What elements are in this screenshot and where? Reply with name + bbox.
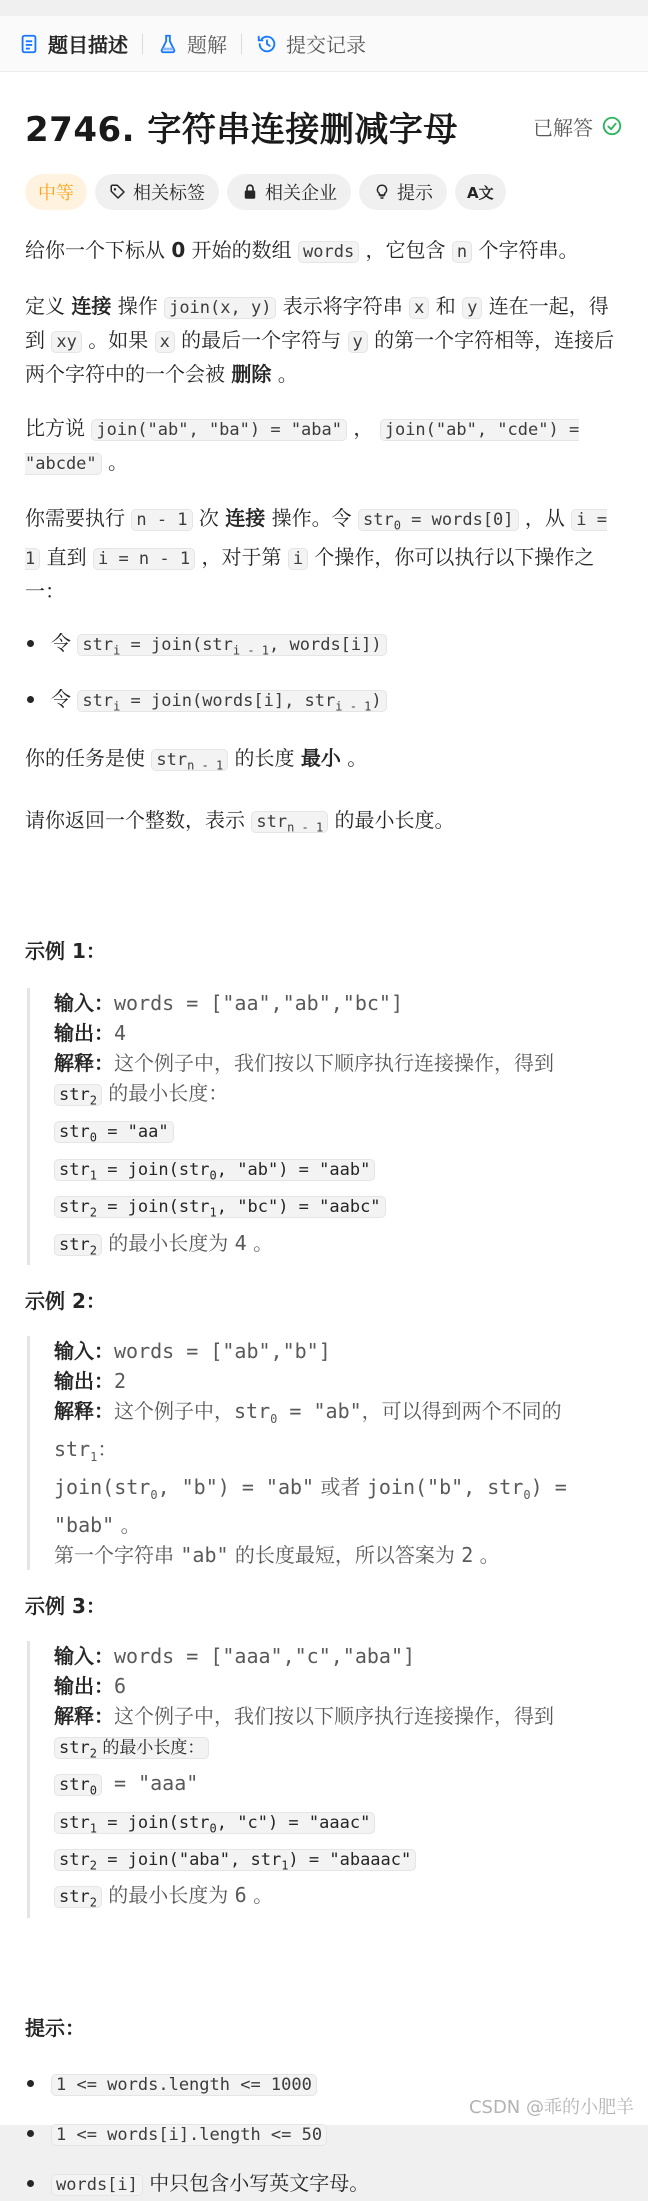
text: 给你一个下标从 xyxy=(25,238,172,262)
input-value: words = ["aaa","c","aba"] xyxy=(114,1643,416,1668)
hint-button[interactable] xyxy=(359,174,447,210)
bold-text: 连接 xyxy=(225,506,266,530)
bold-text: 0 xyxy=(171,238,186,262)
text: 操作。令 xyxy=(265,506,358,530)
inline-code: n xyxy=(452,241,472,263)
code-part: = join(words[i], str xyxy=(120,690,336,711)
inline-code xyxy=(54,1234,102,1256)
inline-code xyxy=(54,1812,375,1834)
subscript: 2 xyxy=(89,1895,97,1910)
desc-paragraph-1 xyxy=(25,234,623,268)
output-label: 输出： xyxy=(54,1368,114,1393)
example-line xyxy=(54,1434,623,1472)
code-part: str xyxy=(82,635,114,656)
code-part: , "bc") = "aabc" xyxy=(216,1197,381,1218)
subscript: 0 xyxy=(89,1783,97,1798)
value: 6 xyxy=(234,1883,247,1908)
text: 的最小长度： xyxy=(96,1737,205,1758)
code-part: "ab" xyxy=(180,1542,229,1567)
desc-paragraph-5 xyxy=(25,742,623,781)
difficulty-badge[interactable]: 中等 xyxy=(25,174,87,210)
text: 。 xyxy=(246,1883,274,1908)
inline-code xyxy=(54,1196,386,1218)
text: 的长度最短，所以答案为 xyxy=(228,1542,462,1567)
subscript: 2 xyxy=(89,1205,97,1220)
hint-label: 提示 xyxy=(397,183,433,204)
subscript: i - 1 xyxy=(232,643,270,658)
example-line xyxy=(54,1671,623,1701)
lightbulb-icon xyxy=(373,183,391,201)
text: 的最后一个字符与 xyxy=(174,328,348,352)
subscript: n - 1 xyxy=(287,819,324,834)
value: 2 xyxy=(461,1542,474,1567)
inline-code: i = 1 xyxy=(25,510,607,570)
code-part: str xyxy=(59,1197,90,1218)
subscript: n - 1 xyxy=(187,758,224,773)
example-line xyxy=(54,1540,623,1570)
example-2-title: 示例 2： xyxy=(25,1288,106,1313)
desc-paragraph-3 xyxy=(25,412,623,480)
text: 定义 xyxy=(25,294,72,318)
text: 请你返回一个整数，表示 xyxy=(25,807,252,832)
output-value: 6 xyxy=(114,1673,127,1698)
subscript: 1 xyxy=(89,1821,97,1836)
subscript: 0 xyxy=(523,1487,531,1502)
tab-solutions-label: 题解 xyxy=(187,33,227,57)
inline-code: x xyxy=(155,331,175,353)
inline-code xyxy=(358,509,519,531)
description-icon xyxy=(18,33,40,55)
text: 你的任务是使 xyxy=(25,746,152,771)
text: ， xyxy=(347,416,380,440)
code-part: str xyxy=(59,1084,90,1105)
related-companies-label: 相关企业 xyxy=(265,183,337,204)
example-line xyxy=(54,1078,623,1115)
example-line xyxy=(54,1880,623,1917)
example-line xyxy=(54,1228,623,1265)
output-label: 输出： xyxy=(54,1020,114,1045)
text: 开始的数组 xyxy=(185,238,298,262)
inline-code: join("ab", "cde") = "abcde" xyxy=(25,420,580,474)
text: 连在一起，得到 xyxy=(25,294,609,352)
text: 的最小长度。 xyxy=(328,807,455,832)
text: 直到 xyxy=(40,545,93,570)
desc-paragraph-6 xyxy=(25,804,623,843)
input-value: words = ["aa","ab","bc"] xyxy=(114,990,403,1015)
code-part: str xyxy=(59,1737,90,1758)
text: ，从 xyxy=(518,506,572,530)
problem-title[interactable]: 2746. 字符串连接删减字母 xyxy=(25,109,458,150)
explain-text: 这个例子中， xyxy=(114,1398,234,1423)
example-2-block xyxy=(27,1336,623,1570)
code-part: = "ab" xyxy=(277,1398,362,1423)
text: 次 xyxy=(192,506,226,530)
text: 。 xyxy=(473,1542,500,1567)
lock-icon xyxy=(241,183,259,201)
text: ： xyxy=(97,1436,118,1461)
output-label: 输出： xyxy=(54,1673,114,1698)
text: 的最小长度为 xyxy=(101,1883,235,1908)
code-part: ) = "abaaac" xyxy=(288,1850,412,1871)
text: 第一个字符串 xyxy=(54,1542,181,1567)
inline-code: words[i] xyxy=(51,2174,143,2196)
text: 。 xyxy=(114,1512,141,1537)
code-part: str xyxy=(54,1436,91,1461)
code-part: str xyxy=(59,1887,90,1908)
code-part: "bab" xyxy=(54,1512,115,1537)
inline-code: 1 <= words[i].length <= 50 xyxy=(51,2124,327,2146)
code-part: , "ab") = "aab" xyxy=(216,1159,371,1180)
inline-code xyxy=(54,1159,375,1181)
code-part: = join(str xyxy=(96,1812,210,1833)
explain-label: 解释： xyxy=(54,1050,114,1075)
text: 操作 xyxy=(111,294,165,318)
example-line xyxy=(54,1701,623,1731)
inline-code: join("ab", "ba") = "aba" xyxy=(91,419,347,441)
tag-icon xyxy=(109,183,127,201)
inline-code xyxy=(151,749,228,771)
example-line xyxy=(54,1641,623,1671)
tab-description-label: 题目描述 xyxy=(48,33,128,57)
code-part: , words[i]) xyxy=(269,635,382,656)
example-line xyxy=(54,1018,623,1048)
code-part: ) xyxy=(371,690,382,711)
code-part: str xyxy=(156,750,188,771)
subscript: 1 xyxy=(209,1205,217,1220)
text: 你需要执行 xyxy=(25,506,132,530)
translate-button[interactable] xyxy=(455,174,506,210)
text: 。 xyxy=(101,450,129,474)
inline-code xyxy=(77,690,386,712)
code-part: = join(str xyxy=(96,1159,210,1180)
related-companies-button[interactable] xyxy=(227,174,351,210)
code-part: str xyxy=(59,1122,90,1143)
bold-text: 最小 xyxy=(300,746,341,771)
input-label: 输入： xyxy=(54,1338,114,1363)
explain-text: 这个例子中，我们按以下顺序执行连接操作，得到 xyxy=(114,1703,554,1728)
text: 中只包含小写英文字母。 xyxy=(142,2170,370,2195)
text: 令 xyxy=(51,686,78,711)
subscript: 2 xyxy=(89,1093,97,1108)
desc-paragraph-2 xyxy=(25,290,623,390)
example-line xyxy=(54,1366,623,1396)
description-content xyxy=(0,72,648,2201)
code-part: str xyxy=(59,1812,90,1833)
text: 比方说 xyxy=(25,416,92,440)
example-line xyxy=(54,1336,623,1366)
text: 的最小长度： xyxy=(101,1080,229,1105)
input-value: words = ["ab","b"] xyxy=(114,1338,331,1363)
inline-code xyxy=(54,1084,102,1106)
inline-code xyxy=(54,1849,416,1871)
code-part: ) = xyxy=(530,1474,567,1499)
flask-icon xyxy=(157,33,179,55)
subscript: i xyxy=(113,643,121,658)
history-icon xyxy=(256,33,278,55)
tab-submissions-label: 提交记录 xyxy=(286,33,366,57)
inline-code: n - 1 xyxy=(131,509,192,531)
list-item xyxy=(25,2117,623,2151)
text: 个字符串。 xyxy=(472,238,579,262)
tab-divider xyxy=(142,34,143,54)
code-part: str xyxy=(59,1234,90,1255)
text: 令 xyxy=(51,631,78,656)
example-1-title: 示例 1： xyxy=(25,938,106,963)
code-part: str xyxy=(59,1159,90,1180)
code-part: , "c") = "aaac" xyxy=(216,1812,371,1833)
text: 的最小长度为 xyxy=(101,1230,235,1255)
output-value: 2 xyxy=(114,1368,127,1393)
text: 个操作，你可以执行以下操作之一： xyxy=(25,545,595,604)
text: 或者 xyxy=(314,1474,367,1499)
code-part: str xyxy=(59,1775,90,1796)
subscript: 0 xyxy=(270,1411,278,1426)
tab-divider xyxy=(241,34,242,54)
text: 。 xyxy=(340,746,368,771)
text: 的第一个字符相等，连接后两个字符中的一个会被 xyxy=(25,328,615,386)
inline-code: words xyxy=(298,241,359,263)
inline-code xyxy=(54,1737,209,1759)
code-part: str xyxy=(82,690,114,711)
subscript: 0 xyxy=(393,518,401,533)
code-part: str xyxy=(362,510,394,530)
text: 的长度 xyxy=(228,746,301,771)
example-line xyxy=(54,1153,623,1190)
inline-code: 1 <= words.length <= 1000 xyxy=(51,2074,317,2096)
example-line xyxy=(54,1190,623,1227)
related-tags-button[interactable] xyxy=(95,174,219,210)
title-row xyxy=(25,102,623,150)
example-line xyxy=(54,1768,623,1805)
inline-code xyxy=(54,1774,102,1796)
input-label: 输入： xyxy=(54,990,114,1015)
constraints-list xyxy=(25,2067,623,2201)
explain-label: 解释： xyxy=(54,1398,114,1423)
example-line xyxy=(54,1510,623,1540)
tag-row xyxy=(25,174,623,210)
code-part: join("b", str xyxy=(366,1474,524,1499)
desc-paragraph-4 xyxy=(25,502,623,607)
example-line xyxy=(54,1843,623,1880)
list-item xyxy=(25,2167,623,2201)
example-1-block xyxy=(27,988,623,1265)
text: ，它包含 xyxy=(359,238,452,262)
code-part: = join("aba", str xyxy=(96,1850,282,1871)
subscript: 0 xyxy=(89,1130,97,1145)
code-part: join(str xyxy=(54,1474,151,1499)
text: 。 xyxy=(246,1230,274,1255)
input-label: 输入： xyxy=(54,1643,114,1668)
inline-code: i = n - 1 xyxy=(93,548,195,570)
example-line xyxy=(54,1048,623,1078)
list-item xyxy=(25,683,623,722)
code-part: = "aa" xyxy=(96,1122,169,1143)
inline-code xyxy=(54,1121,174,1143)
operation-list xyxy=(25,627,623,722)
example-line xyxy=(54,1472,623,1510)
inline-code: x xyxy=(409,297,429,319)
code-part: = join(str xyxy=(120,635,233,656)
check-circle-icon xyxy=(601,115,623,137)
explain-label: 解释： xyxy=(54,1703,114,1728)
subscript: 1 xyxy=(90,1449,98,1464)
code-part: = join(str xyxy=(96,1197,210,1218)
constraints-title: 提示： xyxy=(25,2015,85,2040)
example-line xyxy=(54,1806,623,1843)
code-part: = "aaa" xyxy=(101,1771,199,1796)
explain-text: 这个例子中，我们按以下顺序执行连接操作，得到 xyxy=(114,1050,554,1075)
code-part: str xyxy=(256,811,288,832)
subscript: i xyxy=(113,699,121,714)
value: 4 xyxy=(234,1230,247,1255)
bold-text: 删除 xyxy=(231,362,272,386)
tab-submissions[interactable] xyxy=(256,16,366,72)
tab-solutions[interactable] xyxy=(157,16,227,72)
watermark: CSDN @乖的小肥羊 xyxy=(468,2097,634,2118)
example-line xyxy=(54,1731,623,1768)
related-tags-label: 相关标签 xyxy=(133,183,205,204)
text: 和 xyxy=(429,294,463,318)
subscript: i - 1 xyxy=(335,699,372,714)
inline-code: y xyxy=(348,331,368,353)
subscript: 0 xyxy=(150,1487,158,1502)
inline-code: i xyxy=(288,548,308,570)
example-3-title: 示例 3： xyxy=(25,1593,106,1618)
code-part: , "b") = "ab" xyxy=(157,1474,315,1499)
problem-panel xyxy=(0,16,648,2195)
bold-text: 连接 xyxy=(71,294,112,318)
translate-icon: A文 xyxy=(467,183,494,202)
solved-status xyxy=(533,112,623,141)
code-part: str xyxy=(59,1850,90,1871)
example-line xyxy=(54,988,623,1018)
subscript: 2 xyxy=(89,1746,97,1761)
code-part: = words[0] xyxy=(400,510,514,530)
example-line xyxy=(54,1115,623,1152)
subscript: 1 xyxy=(89,1168,97,1183)
text: ，可以得到两个不同的 xyxy=(361,1398,562,1423)
text: ，对于第 xyxy=(195,545,288,570)
output-value: 4 xyxy=(114,1020,127,1045)
example-3-block xyxy=(27,1641,623,1918)
solved-label: 已解答 xyxy=(533,115,593,140)
example-line xyxy=(54,1396,623,1434)
tab-bar xyxy=(0,16,648,72)
text: 。如果 xyxy=(81,328,155,352)
subscript: 1 xyxy=(281,1858,289,1873)
inline-code xyxy=(77,634,386,656)
inline-code: y xyxy=(462,297,482,319)
tab-description[interactable] xyxy=(18,16,128,72)
inline-code: xy xyxy=(51,331,81,353)
inline-code xyxy=(251,811,328,833)
text: 。 xyxy=(271,362,298,386)
subscript: 0 xyxy=(209,1821,217,1836)
subscript: 0 xyxy=(209,1168,217,1183)
subscript: 2 xyxy=(89,1242,97,1257)
list-item xyxy=(25,627,623,666)
subscript: 2 xyxy=(89,1858,97,1873)
text: 表示将字符串 xyxy=(276,294,410,318)
code-part: str xyxy=(234,1398,271,1423)
inline-code xyxy=(54,1886,102,1908)
inline-code: join(x, y) xyxy=(164,297,276,319)
